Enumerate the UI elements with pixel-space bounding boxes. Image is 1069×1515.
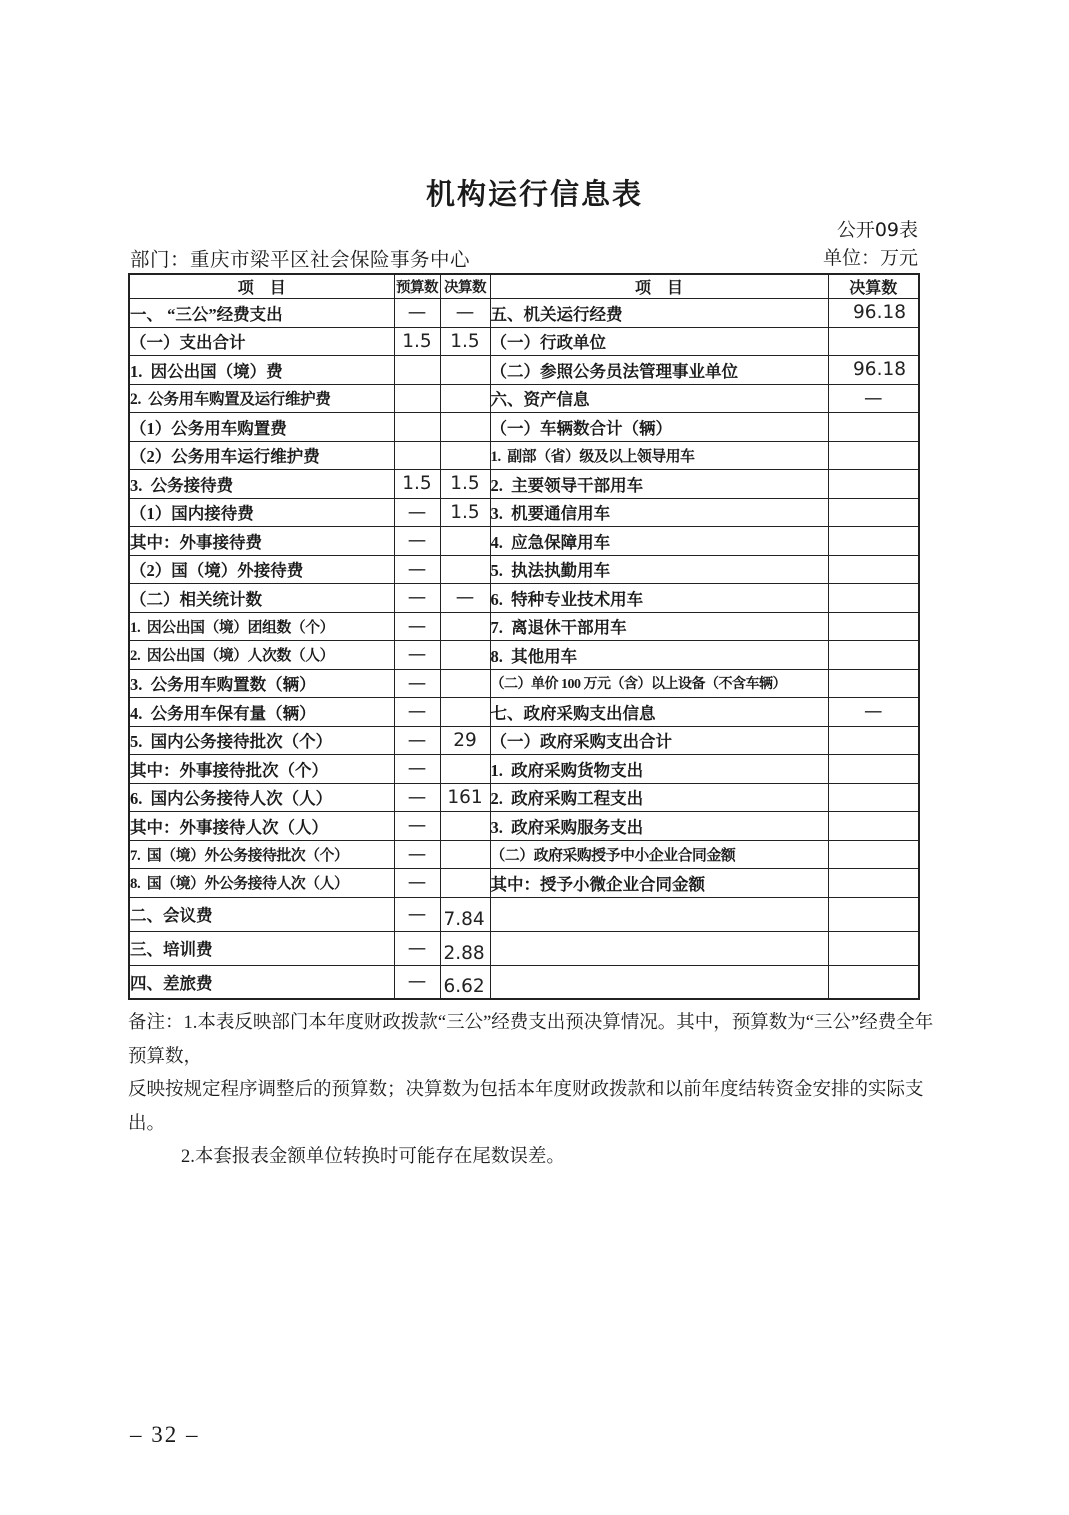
item-cell-right: 4. 应急保障用车 [490,527,828,556]
item-cell-left: （二）相关统计数 [129,584,394,613]
table-row [129,413,919,442]
note-line-1: 备注：1.本表反映部门本年度财政拨款“三公”经费支出预决算情况。其中，预算数为“三公”经费全年预算数， [128,1013,934,1067]
item-cell-left: 其中：外事接待费 [129,527,394,556]
item-cell-right [490,931,828,965]
table-row [129,783,919,812]
item-cell-right: （一）行政单位 [490,327,828,356]
final-value-cell-left: 1.5 [440,327,490,356]
budget-value-cell: — [394,783,440,812]
table-row [129,669,919,698]
page-title: 机构运行信息表 [425,179,643,211]
budget-value-cell: — [394,755,440,784]
budget-value-cell [394,356,440,385]
item-cell-right: 1. 副部（省）级及以上领导用车 [490,441,828,470]
final-value-cell-right [828,527,919,556]
item-cell-right: 1. 政府采购货物支出 [490,755,828,784]
budget-value-cell: — [394,897,440,931]
final-value-cell-right [828,965,919,999]
item-cell-right: （二）单价 100 万元（含）以上设备（不含车辆） [490,669,828,698]
item-cell-left: 其中：外事接待人次（人） [129,812,394,841]
final-value-cell-right [828,413,919,442]
item-cell-left: （2）国（境）外接待费 [129,555,394,584]
table-row [129,931,919,965]
final-value-cell-right [828,584,919,613]
note-line-2: 反映按规定程序调整后的预算数；决算数为包括本年度财政拨款和以前年度结转资金安排的实际支出。 [128,1080,924,1134]
item-cell-right: 3. 机要通信用车 [490,498,828,527]
budget-value-cell: — [394,299,440,328]
final-value-cell-left: 29 [440,726,490,755]
final-value-cell-right [828,897,919,931]
budget-value-cell: — [394,584,440,613]
item-cell-right: 5. 执法执勤用车 [490,555,828,584]
final-value-cell-right [828,612,919,641]
item-cell-left: 3. 公务用车购置数（辆） [129,669,394,698]
final-value-cell-left [440,669,490,698]
budget-value-cell: — [394,641,440,670]
budget-value-cell: 1.5 [394,470,440,499]
item-cell-right: （二）政府采购授予中小企业合同金额 [490,840,828,869]
final-value-cell-right [828,498,919,527]
table-row [129,527,919,556]
final-value-cell-right [828,669,919,698]
table-row [129,897,919,931]
final-value-cell-left [440,441,490,470]
unit-label: 单位：万元 [822,248,918,269]
table-row [129,965,919,999]
budget-value-cell: — [394,840,440,869]
final-value-cell-right [828,755,919,784]
final-value-cell-left [440,356,490,385]
final-value-cell-left: 161 [440,783,490,812]
final-value-cell-right [828,869,919,898]
budget-value-cell: — [394,698,440,727]
final-value-cell-left: — [440,299,490,328]
item-cell-right: （二）参照公务员法管理事业单位 [490,356,828,385]
department-label: 部门：重庆市梁平区社会保险事务中心 [130,250,471,271]
item-cell-left: （一）支出合计 [129,327,394,356]
page-number: – 32 – [130,1422,200,1447]
table-row [129,555,919,584]
final-value-cell-left [440,555,490,584]
item-cell-right: 七、政府采购支出信息 [490,698,828,727]
item-cell-left: 二、会议费 [129,897,394,931]
table-row [129,356,919,385]
item-cell-left: 6. 国内公务接待人次（人） [129,783,394,812]
table-row [129,698,919,727]
final-value-cell-left: 1.5 [440,470,490,499]
note-line-3: 2.本套报表金额单位转换时可能存在尾数误差。 [181,1147,565,1167]
item-cell-left: 一、 “三公”经费支出 [129,299,394,328]
final-value-cell-right [828,840,919,869]
final-value-cell-right: — [828,698,919,727]
table-row [129,299,919,328]
item-cell-left: 四、差旅费 [129,965,394,999]
budget-value-cell: — [394,726,440,755]
table-row [129,470,919,499]
final-value-cell-left [440,698,490,727]
item-cell-right [490,965,828,999]
final-value-cell-right [828,783,919,812]
item-cell-left: 5. 国内公务接待批次（个） [129,726,394,755]
item-cell-right: （一）政府采购支出合计 [490,726,828,755]
header-budget: 预算数 [394,274,440,299]
budget-value-cell: — [394,965,440,999]
final-value-cell-left: — [440,584,490,613]
item-cell-left: 1. 因公出国（境）费 [129,356,394,385]
table-row [129,641,919,670]
header-final-right: 决算数 [828,274,919,299]
final-value-cell-left [440,641,490,670]
item-cell-right: 6. 特种专业技术用车 [490,584,828,613]
final-value-cell-left [440,527,490,556]
item-cell-left: 3. 公务接待费 [129,470,394,499]
table-row [129,498,919,527]
budget-value-cell: — [394,498,440,527]
item-cell-left: 其中：外事接待批次（个） [129,755,394,784]
item-cell-left: 2. 因公出国（境）人次数（人） [129,641,394,670]
item-cell-right: 其中：授予小微企业合同金额 [490,869,828,898]
header-item-left: 项 目 [129,274,394,299]
budget-value-cell: — [394,527,440,556]
table-row [129,327,919,356]
item-cell-left: 8. 国（境）外公务接待人次（人） [129,869,394,898]
item-cell-left: 4. 公务用车保有量（辆） [129,698,394,727]
final-value-cell-right: — [828,384,919,413]
table-row [129,584,919,613]
header-item-right: 项 目 [490,274,828,299]
notes-block [128,1007,946,1175]
final-value-cell-left: 6.62 [440,965,490,999]
budget-value-cell [394,413,440,442]
item-cell-right: 五、机关运行经费 [490,299,828,328]
final-value-cell-left: 7.84 [440,897,490,931]
budget-value-cell: — [394,869,440,898]
final-value-cell-left [440,384,490,413]
final-value-cell-left [440,755,490,784]
table-row [129,384,919,413]
item-cell-left: 7. 国（境）外公务接待批次（个） [129,840,394,869]
item-cell-left: （1）公务用车购置费 [129,413,394,442]
item-cell-right: 8. 其他用车 [490,641,828,670]
table-row [129,840,919,869]
final-value-cell-right: 96.18 [828,299,919,328]
final-value-cell-right [828,327,919,356]
final-value-cell-right: 96.18 [828,356,919,385]
budget-value-cell: — [394,612,440,641]
final-value-cell-left [440,812,490,841]
final-value-cell-right [828,812,919,841]
final-value-cell-left: 1.5 [440,498,490,527]
final-value-cell-right [828,726,919,755]
final-value-cell-left: 2.88 [440,931,490,965]
item-cell-right: 3. 政府采购服务支出 [490,812,828,841]
table-row [129,441,919,470]
final-value-cell-right [828,441,919,470]
final-value-cell-left [440,612,490,641]
operation-info-table [128,273,920,1000]
table-row [129,726,919,755]
budget-value-cell: 1.5 [394,327,440,356]
final-value-cell-right [828,470,919,499]
final-value-cell-left [440,869,490,898]
table-row [129,755,919,784]
item-cell-left: （1）国内接待费 [129,498,394,527]
final-value-cell-right [828,931,919,965]
header-final-left: 决算数 [440,274,490,299]
table-header-row [129,274,919,299]
budget-value-cell: — [394,931,440,965]
budget-value-cell: — [394,812,440,841]
item-cell-right: （一）车辆数合计（辆） [490,413,828,442]
item-cell-right [490,897,828,931]
table-row [129,612,919,641]
table-row [129,869,919,898]
final-value-cell-right [828,555,919,584]
item-cell-left: 三、培训费 [129,931,394,965]
budget-value-cell [394,441,440,470]
table-row [129,812,919,841]
budget-value-cell: — [394,555,440,584]
item-cell-right: 2. 政府采购工程支出 [490,783,828,812]
item-cell-right: 2. 主要领导干部用车 [490,470,828,499]
budget-value-cell [394,384,440,413]
item-cell-left: 1. 因公出国（境）团组数（个） [129,612,394,641]
item-cell-left: 2. 公务用车购置及运行维护费 [129,384,394,413]
item-cell-right: 六、资产信息 [490,384,828,413]
final-value-cell-right [828,641,919,670]
table-body [129,299,919,1000]
final-value-cell-left [440,413,490,442]
item-cell-right: 7. 离退休干部用车 [490,612,828,641]
item-cell-left: （2）公务用车运行维护费 [129,441,394,470]
final-value-cell-left [440,840,490,869]
form-code-label: 公开09表 [836,219,918,241]
budget-value-cell: — [394,669,440,698]
